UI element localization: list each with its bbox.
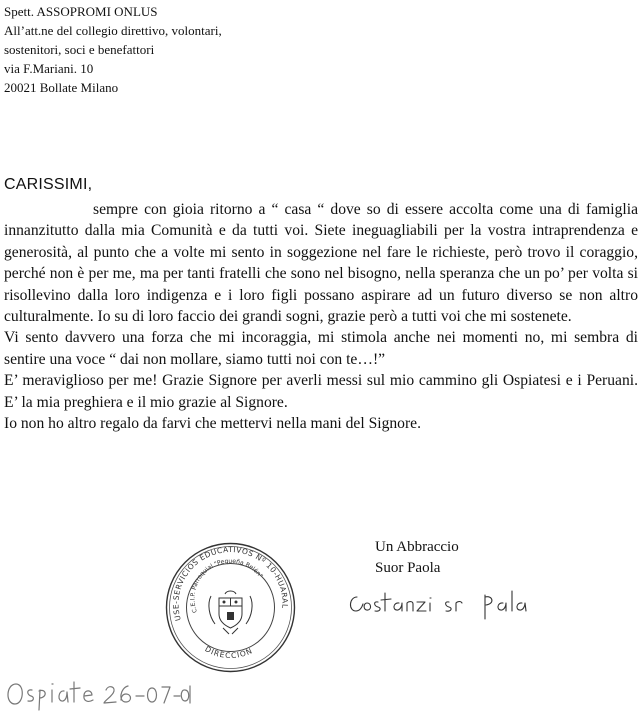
greeting: CARISSIMI, <box>4 176 93 193</box>
handwritten-signature <box>345 585 530 623</box>
handwritten-date <box>2 676 192 712</box>
closing-line: Suor Paola <box>375 560 441 576</box>
svg-text:DIRECCION: DIRECCION <box>203 644 255 661</box>
paragraph: E’ meraviglioso per me! Grazie Signore per averli messi sul mio cammino gli Ospiatesi e i Peruani. E’ la mia preghiera e il mio grazie al Signore. <box>4 372 638 411</box>
paragraph: Io non ho altro regalo da farvi che mettervi nella mani del Signore. <box>4 415 421 433</box>
svg-text:C.E.I.P. Parroquial "Pequeña B: C.E.I.P. Parroquial "Pequeña Belén" <box>189 557 265 614</box>
address-line: via F.Mariani. 10 <box>4 61 94 76</box>
paragraph: Vi sento davvero una forza che mi incoraggia, mi stimola anche nei momenti no, mi sembra di sentire una voce “ dai non mollare, siamo tutti noi con te…!” <box>4 329 638 368</box>
paragraph: sempre con gioia ritorno a “ casa “ dove so di essere accolta come una di famiglia innanzitutto dalla mia Comunità e da tutti voi. Siete ineguagliabili per la vostra intraprendenza e generosità, al punto che a volte mi sento in soggezione nel fare le richieste, però trovo il coraggio, perché non è per me, ma per tanti fratelli che sono nel bisogno, nella speranza che un po’ per volta si risollevino dalla loro indigenza e i loro figli possano aspirare ad un futuro diverso se non altro culturalmente. Io su di loro faccio dei grandi sogni, grazie però a tutti voi che mi sostenete. <box>4 201 638 326</box>
address-line: sostenitori, soci e benefattori <box>4 42 155 57</box>
recipient-address <box>4 2 222 97</box>
address-line: All’att.ne del collegio direttivo, volontari, <box>4 23 222 38</box>
official-stamp <box>163 540 298 675</box>
letter-body <box>4 199 638 434</box>
closing-line: Un Abbraccio <box>375 539 459 555</box>
svg-text:USE-SERVICIOS EDUCATIVOS Nº 10: USE-SERVICIOS EDUCATIVOS Nº 10-HUARAL <box>171 545 290 622</box>
closing <box>375 537 459 579</box>
address-line: Spett. ASSOPROMI ONLUS <box>4 4 158 19</box>
address-line: 20021 Bollate Milano <box>4 80 119 95</box>
